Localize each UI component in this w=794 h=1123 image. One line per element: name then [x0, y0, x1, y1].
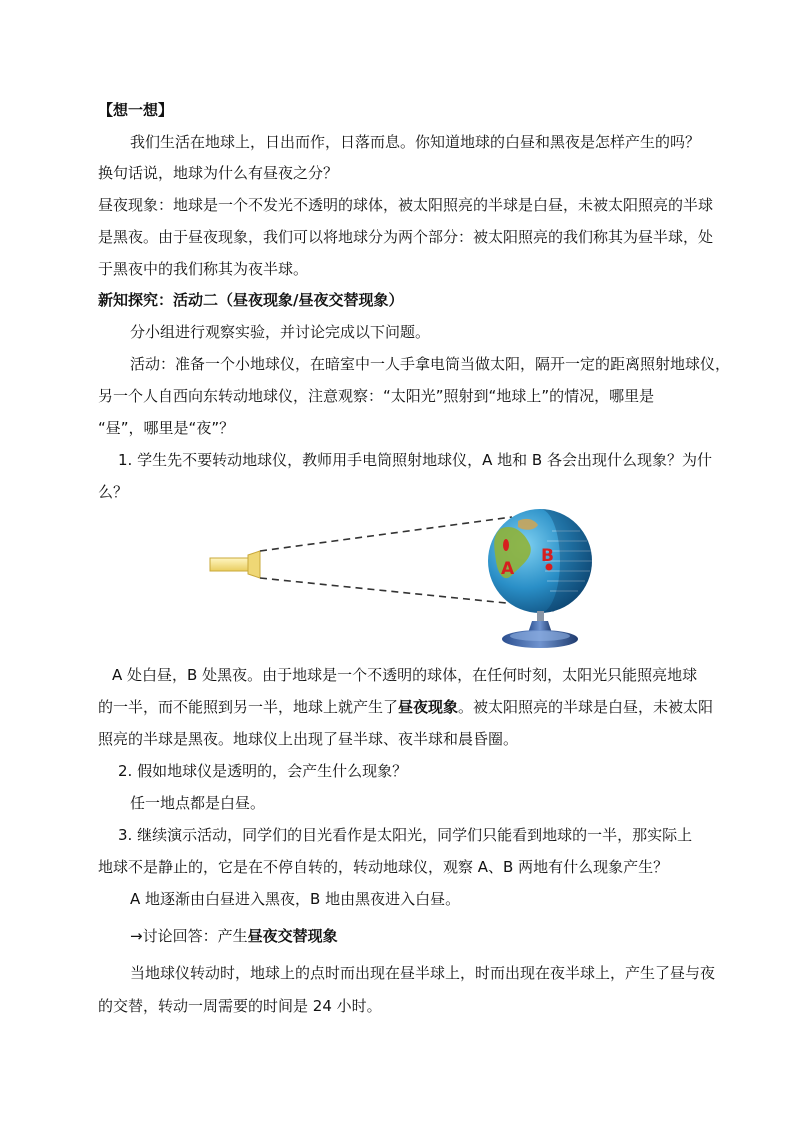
- flashlight-icon: [210, 551, 260, 578]
- phenomenon-line-3: 于黑夜中的我们称其为夜半球。: [98, 260, 309, 278]
- question-1-line-2: 么？: [98, 483, 129, 501]
- day-night-phenomenon-term: 昼夜现象: [398, 698, 459, 716]
- label-b: B: [541, 546, 554, 566]
- answer-1-line-3: 照亮的半球是黑夜。地球仪上出现了昼半球、夜半球和晨昏圈。: [98, 730, 519, 748]
- activity-heading: 新知探究：活动二（昼夜现象/昼夜交替现象）: [98, 291, 404, 309]
- activity-line-3: “昼”，哪里是“夜”？: [98, 419, 235, 437]
- phenomenon-line-1: 昼夜现象：地球是一个不发光不透明的球体，被太阳照亮的半球是白昼，未被太阳照亮的半球: [98, 196, 714, 214]
- question-3-line-1: 3. 继续演示活动，同学们的目光看作是太阳光，同学们只能看到地球的一半，那实际上: [118, 826, 693, 844]
- day-night-alternation-term: 昼夜交替现象: [247, 927, 338, 945]
- discussion-line: [130, 925, 794, 947]
- activity-line-1: 活动：准备一个小地球仪，在暗室中一人手拿电筒当做太阳，隔开一定的距离照射地球仪，: [130, 355, 731, 373]
- question-3-line-2: 地球不是静止的，它是在不停自转的，转动地球仪，观察 A、B 两地有什么现象产生？: [98, 858, 669, 876]
- answer-3: A 地逐渐由白昼进入黑夜，B 地由黑夜进入白昼。: [130, 890, 461, 908]
- globe-icon: [488, 509, 592, 648]
- discussion-prefix: →讨论回答：产生: [130, 927, 248, 945]
- final-line-1: 当地球仪转动时，地球上的点时而出现在昼半球上，时而出现在夜半球上，产生了昼与夜: [130, 964, 716, 982]
- activity-line-2: 另一个人自西向东转动地球仪，注意观察：“太阳光”照射到“地球上”的情况，哪里是: [98, 387, 655, 405]
- question-2: 2. 假如地球仪是透明的，会产生什么现象？: [118, 762, 408, 780]
- answer-1-line-2-text-a: 的一半，而不能照到另一半，地球上就产生了: [98, 698, 399, 716]
- answer-2: 任一地点都是白昼。: [130, 794, 266, 812]
- answer-1-line-2: [98, 696, 794, 718]
- final-line-2: 的交替，转动一周需要的时间是 24 小时。: [98, 997, 382, 1015]
- answer-1-line-1: A 处白昼，B 处黑夜。由于地球是一个不透明的球体，在任何时刻，太阳光只能照亮地球: [112, 666, 698, 684]
- intro-line-2: 换句话说，地球为什么有昼夜之分？: [98, 164, 339, 182]
- group-line: 分小组进行观察实验，并讨论完成以下问题。: [130, 323, 431, 341]
- question-1-line-1: 1. 学生先不要转动地球仪，教师用手电筒照射地球仪，A 地和 B 各会出现什么现象？为什: [118, 451, 712, 469]
- label-a: A: [501, 559, 515, 579]
- intro-line-1: 我们生活在地球上，日出而作，日落而息。你知道地球的白昼和黑夜是怎样产生的吗？: [130, 133, 701, 151]
- think-heading: 【想一想】: [98, 101, 174, 119]
- phenomenon-line-2: 是黑夜。由于昼夜现象，我们可以将地球分为两个部分：被太阳照亮的我们称其为昼半球，处: [98, 228, 714, 246]
- globe-flashlight-figure: [200, 505, 600, 655]
- answer-1-line-2-text-b: 。被太阳照亮的半球是白昼，未被太阳: [458, 698, 714, 716]
- light-beam-lines: [260, 517, 512, 603]
